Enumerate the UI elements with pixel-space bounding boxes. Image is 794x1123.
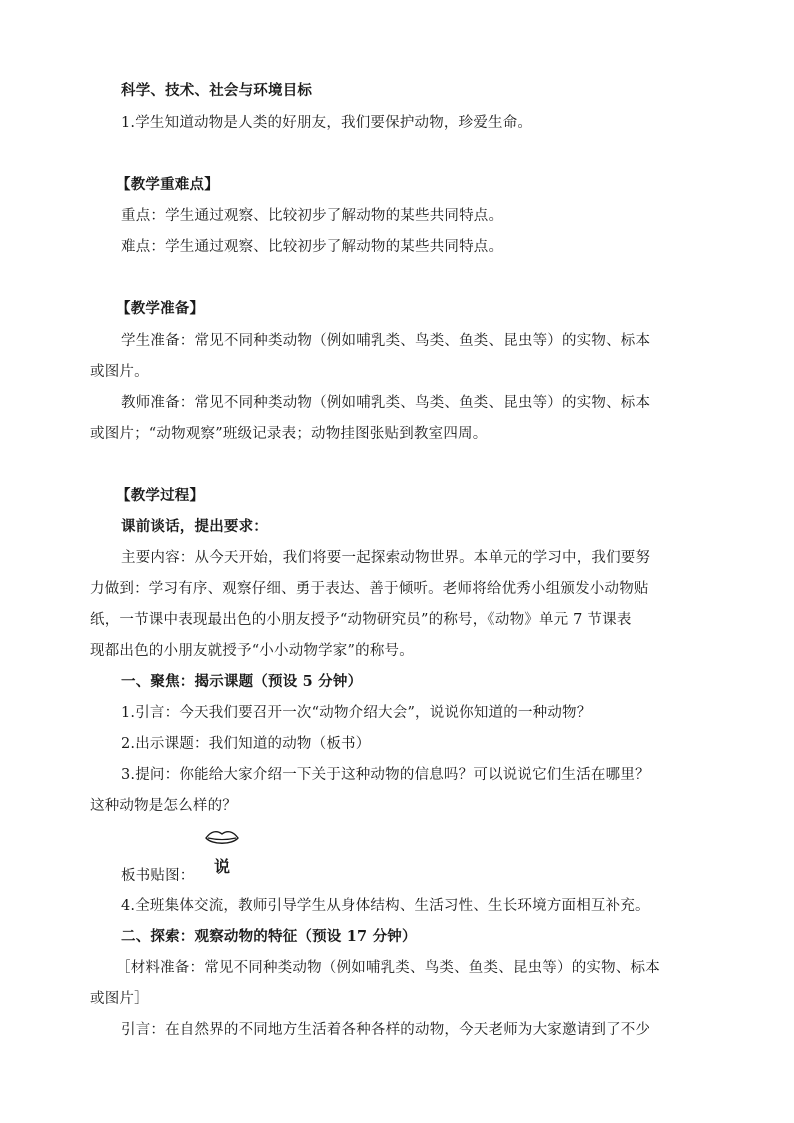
explore-intro-line: 引言：在自然界的不同地方生活着各种各样的动物，今天老师为大家邀请到了不少 (121, 1022, 651, 1038)
pre-class-heading: 课前谈话，提出要求： (121, 518, 268, 535)
board-picture-label: 板书贴图： (121, 868, 195, 884)
objective-heading: 科学、技术、社会与环境目标 (121, 82, 313, 99)
section-focus-heading: 一、聚焦：揭示课题（预设 5 分钟） (121, 673, 363, 690)
difficult-point: 难点：学生通过观察、比较初步了解动物的某些共同特点。 (121, 239, 504, 255)
teacher-prep-line-1: 教师准备：常见不同种类动物（例如哺乳类、鸟类、鱼类、昆虫等）的实物、标本 (121, 395, 651, 411)
teacher-prep-line-2: 或图片；“动物观察”班级记录表；动物挂图张贴到教室四周。 (90, 426, 488, 442)
section-explore-heading: 二、探索：观察动物的特征（预设 17 分钟） (121, 928, 417, 945)
pre-class-para-line-1: 主要内容：从今天开始，我们将要一起探索动物世界。本单元的学习中，我们要努 (121, 550, 651, 566)
focus-item-4: 4.全班集体交流，教师引导学生从身体结构、生活习性、生长环境方面相互补充。 (121, 898, 650, 914)
process-heading: 【教学过程】 (116, 487, 205, 504)
focus-item-3-line-1: 3.提问：你能给大家介绍一下关于这种动物的信息吗？可以说说它们生活在哪里？ (121, 767, 650, 783)
key-point: 重点：学生通过观察、比较初步了解动物的某些共同特点。 (121, 208, 504, 224)
key-points-heading: 【教学重难点】 (116, 176, 219, 193)
say-label: 说 (214, 857, 231, 876)
objective-item-1: 1.学生知道动物是人类的好朋友，我们要保护动物，珍爱生命。 (121, 115, 533, 131)
lips-icon (205, 828, 239, 848)
focus-item-1: 1.引言：今天我们要召开一次“动物介绍大会”，说说你知道的一种动物？ (121, 705, 592, 721)
pre-class-para-line-2: 力做到：学习有序、观察仔细、勇于表达、善于倾听。老师将给优秀小组颁发小动物贴 (90, 581, 649, 597)
preparation-heading: 【教学准备】 (116, 300, 205, 317)
pre-class-para-line-4: 现都出色的小朋友就授予“小小动物学家”的称号。 (90, 643, 414, 659)
focus-item-2: 2.出示课题：我们知道的动物（板书） (121, 736, 371, 752)
focus-item-3-line-2: 这种动物是怎么样的？ (90, 798, 237, 814)
student-prep-line-1: 学生准备：常见不同种类动物（例如哺乳类、鸟类、鱼类、昆虫等）的实物、标本 (121, 333, 651, 349)
student-prep-line-2: 或图片。 (90, 364, 149, 380)
materials-line-1: ［材料准备：常见不同种类动物（例如哺乳类、鸟类、鱼类、昆虫等）的实物、标本 (116, 960, 660, 976)
materials-line-2: 或图片］ (90, 991, 149, 1007)
pre-class-para-line-3: 纸，一节课中表现最出色的小朋友授予“动物研究员”的称号，《动物》单元 7 节课表 (90, 612, 632, 628)
